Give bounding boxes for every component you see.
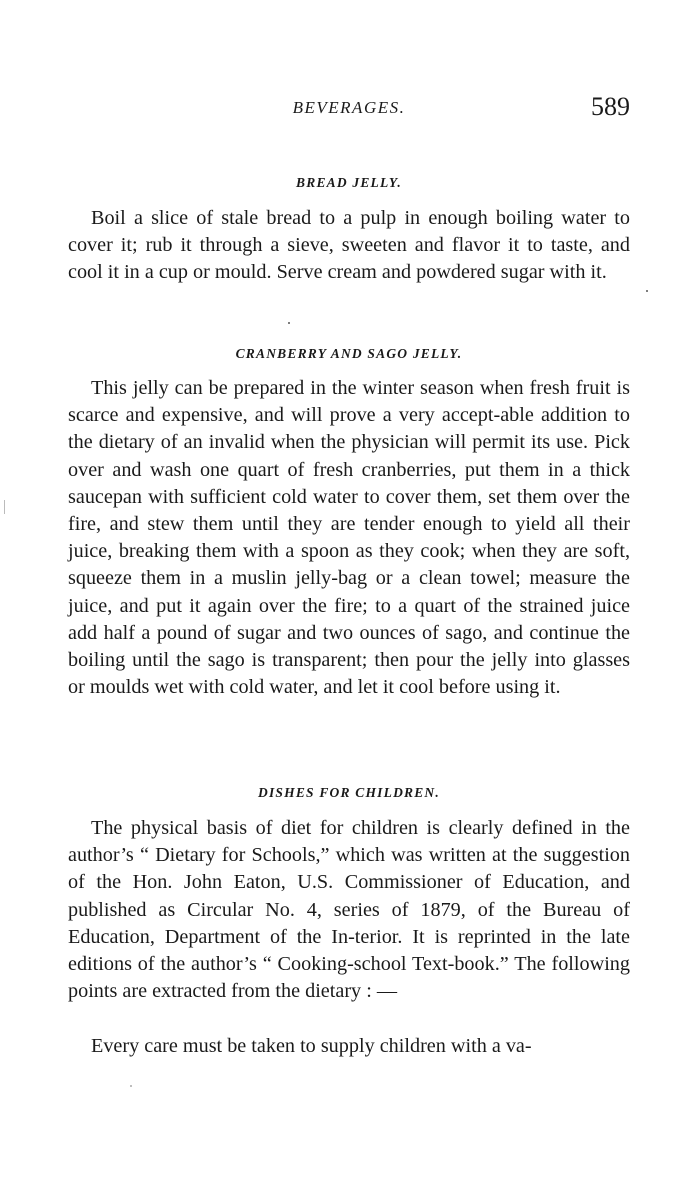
book-page <box>68 0 630 1197</box>
paragraph-every-care: Every care must be taken to supply children with a va- <box>91 1035 532 1057</box>
paragraph-bread-jelly: Boil a slice of stale bread to a pulp in enough boiling water to cover it; rub it through a sieve, sweeten and flavor it to taste, and cool it in a cup or mould. Serve cream and powdered sugar with it. <box>68 207 630 284</box>
scan-speck <box>288 322 290 324</box>
scan-speck <box>646 290 648 292</box>
section-heading-dishes-for-children: DISHES FOR CHILDREN. <box>258 785 440 800</box>
scan-speck <box>4 500 5 514</box>
section-heading-bread-jelly: BREAD JELLY. <box>296 175 402 190</box>
running-title: BEVERAGES. <box>292 98 406 117</box>
section-heading-cranberry-sago-jelly: CRANBERRY AND SAGO JELLY. <box>235 346 463 361</box>
paragraph-cranberry-sago-jelly: This jelly can be prepared in the winter season when fresh fruit is scarce and expensive, and will prove a very accept-able addition to the dietary of an invalid when the physician will permit its use. Pick over and wash one quart of fresh cranberries, put them in a thick saucepan with sufficient cold water to cover them, set them over the fire, and stew them until they are tender enough to yield all their juice, breaking them with a spoon as they cook; when they are soft, squeeze them in a muslin jelly-bag or a clean towel; measure the juice, and put it again over the fire; to a quart of the strained juice add half a pound of sugar and two ounces of sago, and continue the boiling until the sago is transparent; then pour the jelly into glasses or moulds wet with cold water, and let it cool before using it. <box>68 377 630 699</box>
scan-speck <box>130 1085 132 1087</box>
running-head <box>68 92 630 122</box>
page-number: 589 <box>591 92 630 121</box>
paragraph-dishes-for-children: The physical basis of diet for children is clearly defined in the author’s “ Dietary for Schools,” which was written at the suggestion of the Hon. John Eaton, U.S. Commissioner of Education, and published as Circular No. 4, series of 1879, of the Bureau of Education, Department of the In-terior. It is reprinted in the late editions of the author’s “ Cooking-school Text-book.” The following points are extracted from the dietary : — <box>68 817 630 1003</box>
